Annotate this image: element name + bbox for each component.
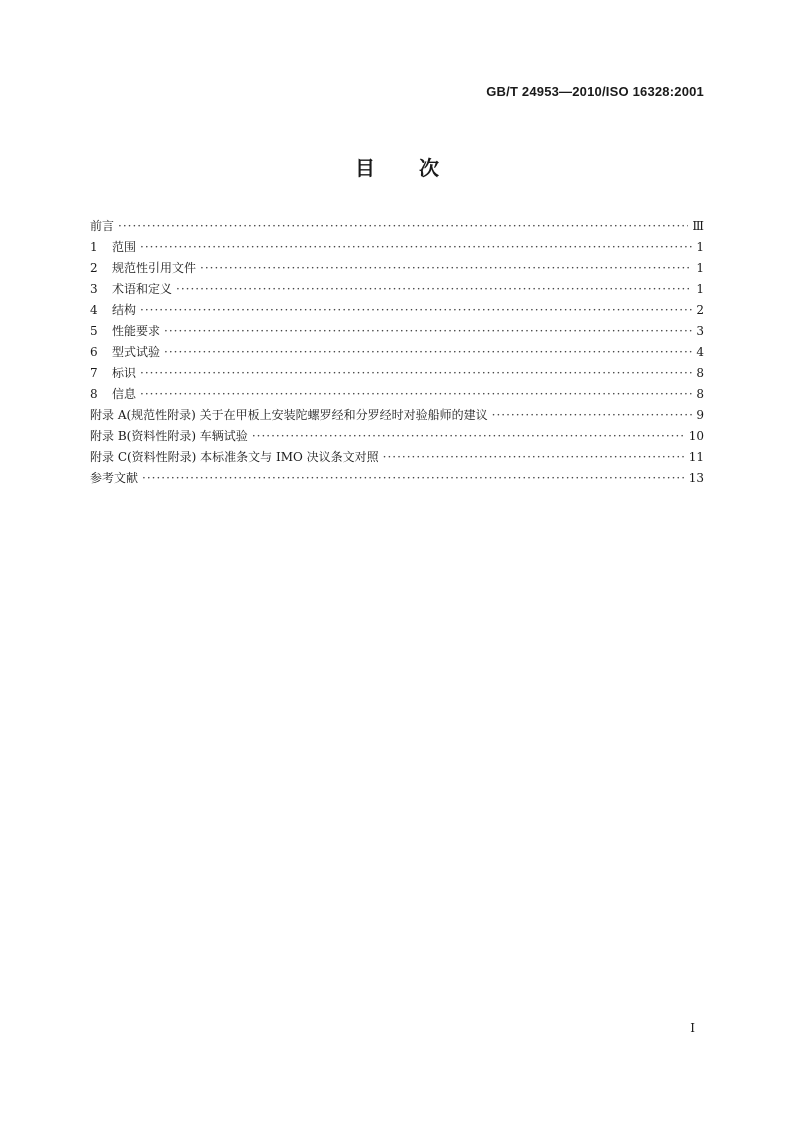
toc-entry-label: 结构	[112, 303, 137, 317]
toc-entry-number: 4	[90, 303, 98, 317]
toc-entry-number: 7	[90, 366, 98, 380]
toc-entry-number: 5	[90, 324, 98, 338]
toc-entry-7[interactable]	[90, 363, 704, 384]
toc-leader-dots	[252, 426, 685, 447]
toc-entry-bibliography[interactable]	[90, 468, 704, 489]
toc-leader-dots	[176, 279, 692, 300]
toc-entry-number: 8	[90, 387, 98, 401]
toc-entry-8[interactable]	[90, 384, 704, 405]
toc-entry-page: 4	[696, 345, 704, 359]
toc-entry-label: 型式试验	[112, 345, 161, 359]
toc-entry-6[interactable]	[90, 342, 704, 363]
toc-entry-3[interactable]	[90, 279, 704, 300]
toc-entry-page: 10	[688, 429, 704, 443]
toc-entry-page: 9	[696, 408, 704, 422]
toc-leader-dots	[383, 447, 685, 468]
toc-entry-label: 前言	[90, 219, 115, 233]
toc-entry-label: 范围	[112, 240, 137, 254]
toc-entry-page: 11	[688, 450, 704, 464]
toc-entry-page: 1	[696, 282, 704, 296]
toc-leader-dots	[140, 237, 692, 258]
toc-entry-page: 1	[696, 240, 704, 254]
toc-leader-dots	[492, 405, 692, 426]
toc-entry-label: 信息	[112, 387, 137, 401]
toc-entry-page: 2	[696, 303, 704, 317]
toc-leader-dots	[140, 300, 692, 321]
toc-entry-number: 3	[90, 282, 98, 296]
toc-entry-label: 标识	[112, 366, 137, 380]
toc-leader-dots	[164, 342, 692, 363]
toc-entry-annex-a[interactable]	[90, 405, 704, 426]
toc-entry-page: 3	[696, 324, 704, 338]
toc-entry-number: 6	[90, 345, 98, 359]
toc-entry-number: 1	[90, 240, 98, 254]
toc-entry-number: 2	[90, 261, 98, 275]
toc-title-part1: 目	[355, 156, 375, 180]
toc-entry-label: 附录 A(规范性附录) 关于在甲板上安装陀螺罗经和分罗经时对验船师的建议	[90, 408, 488, 422]
toc-entry-page: 1	[696, 261, 704, 275]
standard-code: GB/T 24953—2010/ISO 16328:2001	[486, 84, 704, 99]
toc-entry-label: 参考文献	[90, 471, 139, 485]
toc-entry-annex-c[interactable]	[90, 447, 704, 468]
toc-entry-annex-b[interactable]	[90, 426, 704, 447]
toc-leader-dots	[140, 384, 692, 405]
toc-leader-dots	[200, 258, 692, 279]
toc-entry-label: 附录 B(资料性附录) 车辆试验	[90, 429, 248, 443]
toc-leader-dots	[140, 363, 692, 384]
toc-title	[0, 152, 794, 181]
toc-entry-label: 术语和定义	[112, 282, 173, 296]
toc-entry-label: 性能要求	[112, 324, 161, 338]
toc-title-part2: 次	[419, 156, 439, 180]
toc-entry-label: 规范性引用文件	[112, 261, 197, 275]
toc-leader-dots	[164, 321, 692, 342]
toc-entry-4[interactable]	[90, 300, 704, 321]
toc-entry-page: 13	[688, 471, 704, 485]
toc-entry-label: 附录 C(资料性附录) 本标准条文与 IMO 决议条文对照	[90, 450, 379, 464]
toc-entry-page: 8	[696, 366, 704, 380]
toc-entry-2[interactable]	[90, 258, 704, 279]
toc-entry-page: 8	[696, 387, 704, 401]
toc-entry-foreword[interactable]	[90, 216, 704, 237]
toc-entry-page: Ⅲ	[692, 219, 704, 233]
toc-entry-1[interactable]	[90, 237, 704, 258]
toc-leader-dots	[142, 468, 685, 489]
toc-entry-5[interactable]	[90, 321, 704, 342]
table-of-contents	[90, 216, 704, 489]
page-number: I	[690, 1021, 695, 1035]
toc-leader-dots	[118, 216, 688, 237]
